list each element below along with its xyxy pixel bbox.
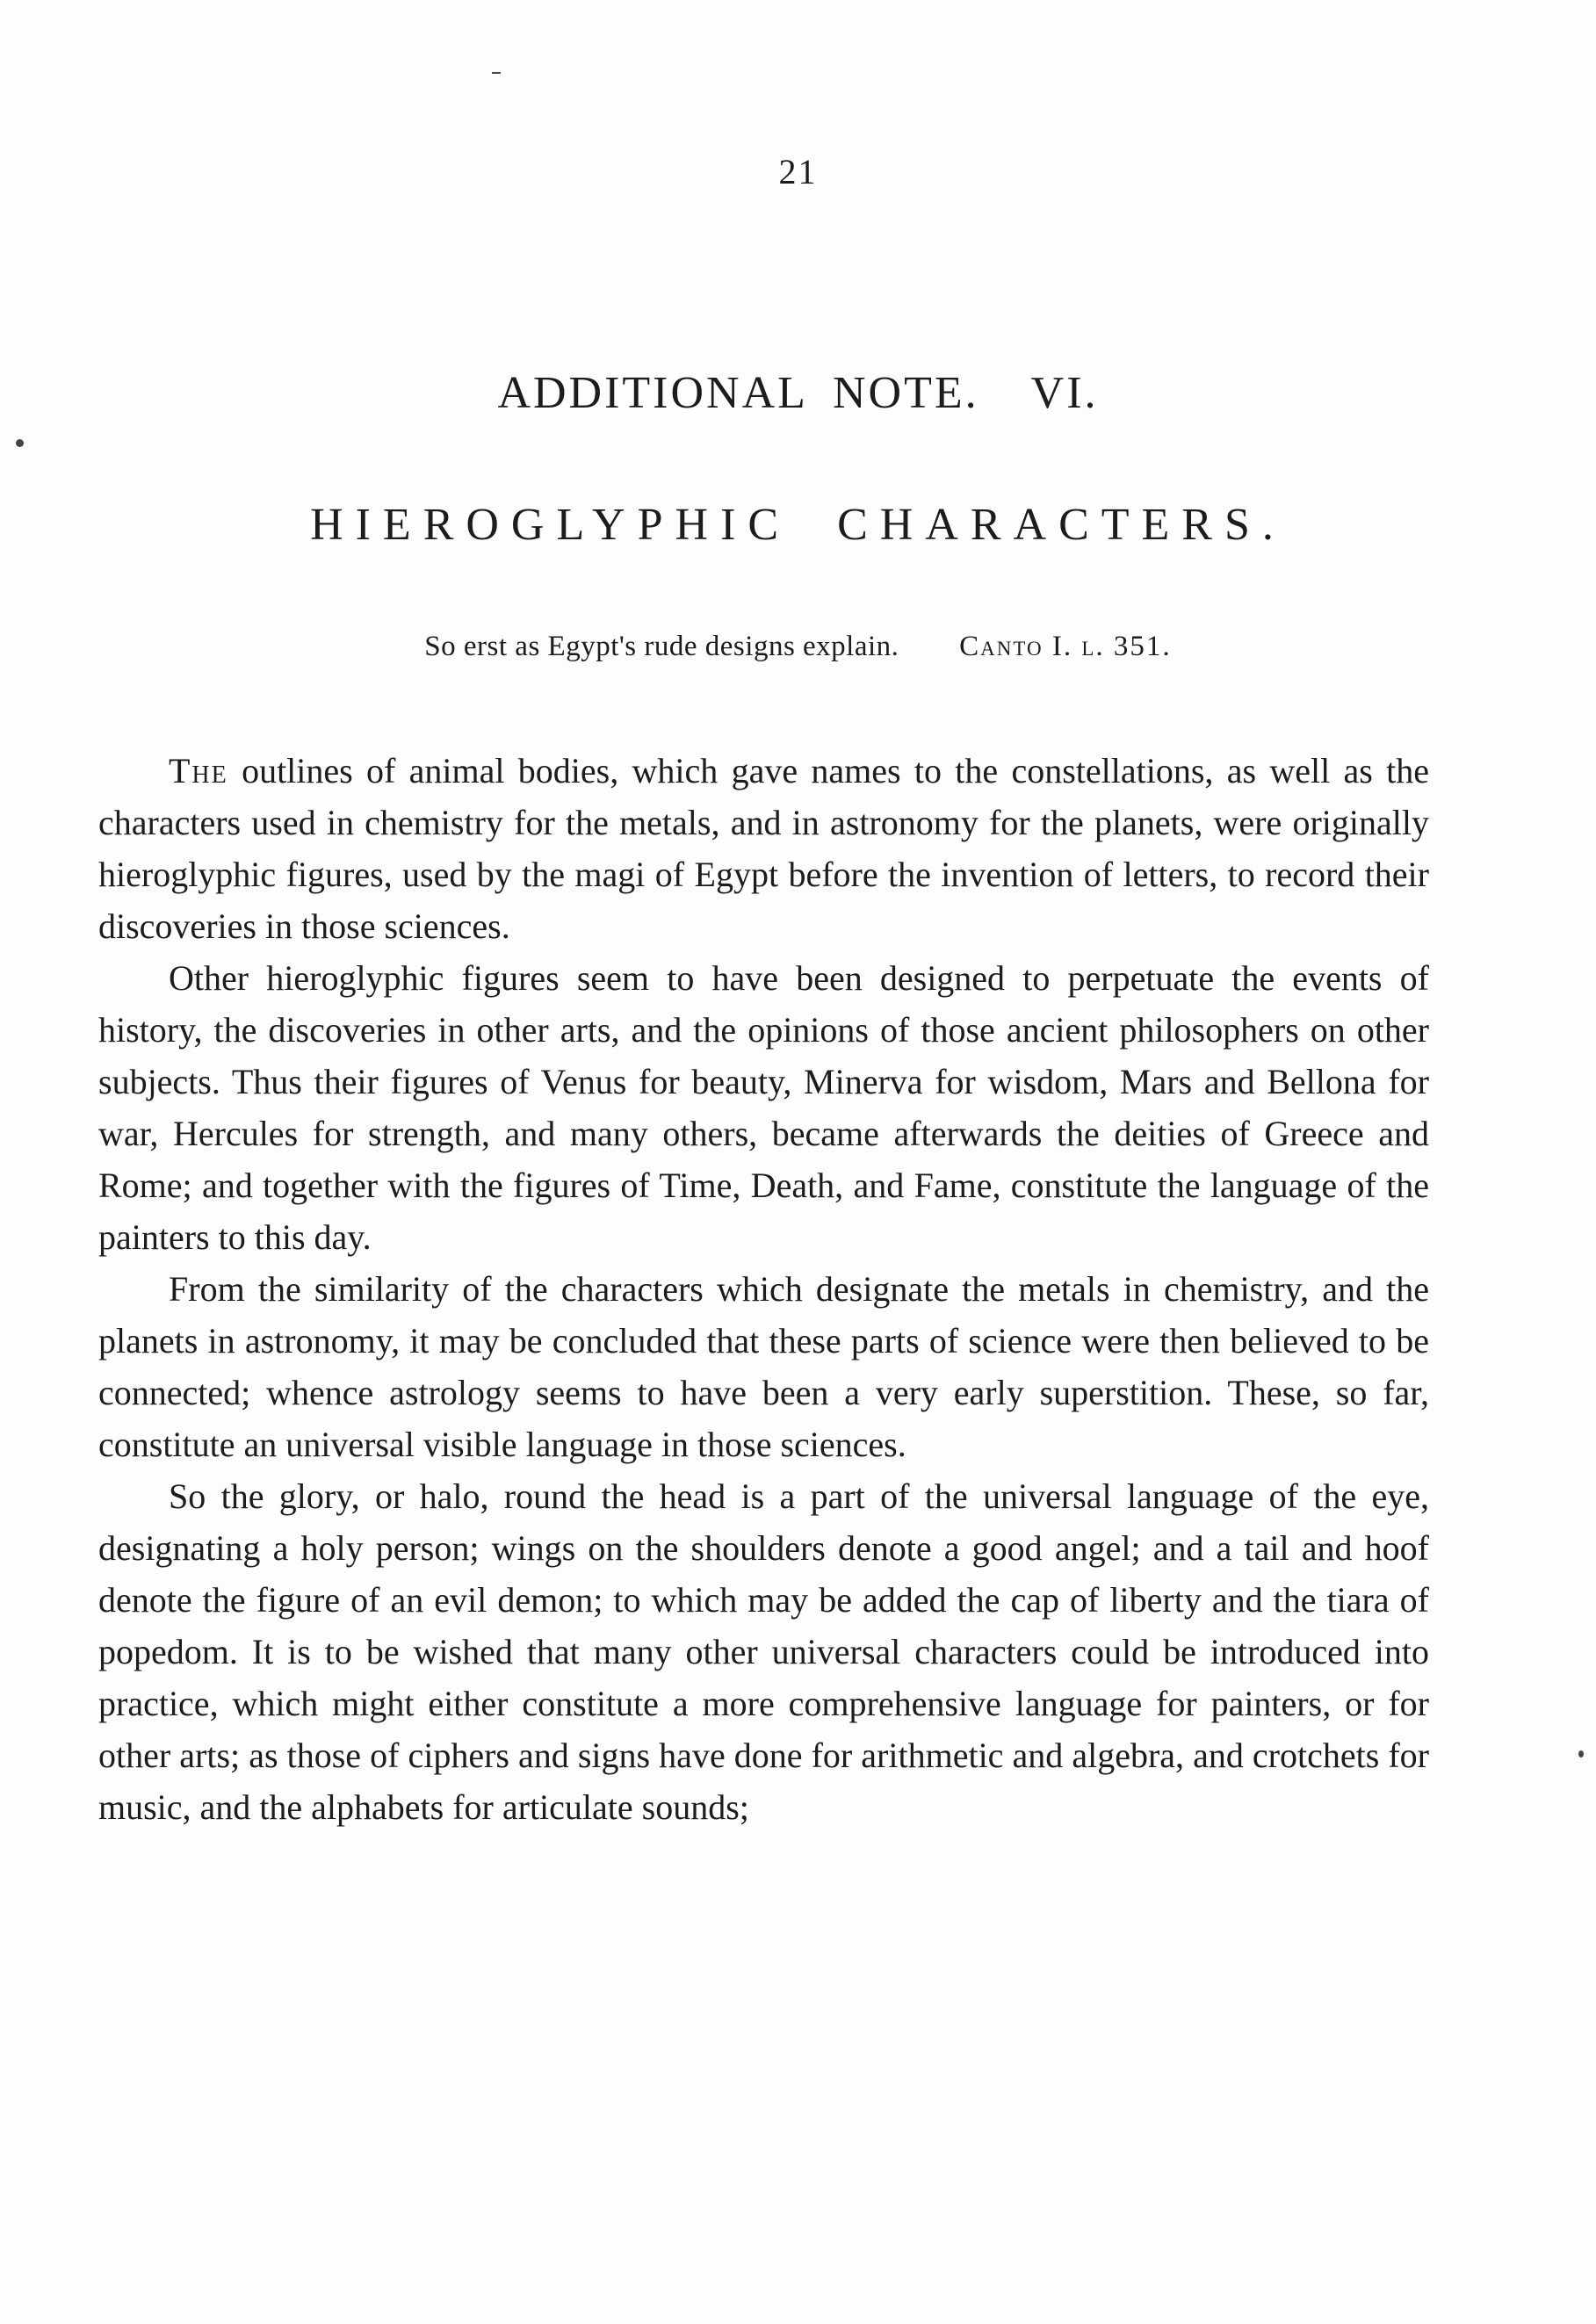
epigraph-quote: So erst as Egypt's rude designs explain. <box>424 631 899 662</box>
paragraph-text: So the glory, or halo, round the head is a part of the universal language of the eye, designating a holy person; wings on the shoulders denote a good angel; and a tail and hoof denote the figure of an evil demon; to which may be added the cap of liberty and the tiara of popedom. It is to be wished that many other universal characters could be introduced into practice, which might either constitute a more comprehensive language for painters, or for other arts; as those of ciphers and signs have done for arithmetic and algebra, and crotchets for music, and the alphabets for articulate sounds; <box>98 1476 1429 1827</box>
paragraph-text: From the similarity of the characters which designate the metals in chemistry, and the planets in astronomy, it may be concluded that these parts of science were then believed to be connected; whence astrology seems to have been a very early superstition. These, so far, constitute an universal visible language in those sciences. <box>98 1269 1429 1464</box>
section-title: HIEROGLYPHIC CHARACTERS. <box>310 500 1286 550</box>
epigraph <box>0 631 1596 663</box>
paragraph <box>98 745 1429 952</box>
note-title: ADDITIONAL NOTE. VI. <box>497 368 1099 418</box>
print-speck <box>492 72 501 74</box>
epigraph-citation: Canto I. l. 351. <box>959 631 1172 662</box>
paragraph-lead: The <box>169 751 228 790</box>
paragraph <box>98 1263 1429 1470</box>
paragraph-text: outlines of animal bodies, which gave names to the constellations, as well as the characters used in chemistry for the metals, and in astronomy for the planets, were originally hieroglyphic figures, used by the magi of Egypt before the invention of letters, to record their discoveries in those sciences. <box>98 751 1429 946</box>
page-number: 21 <box>778 152 818 191</box>
body-text <box>98 745 1429 1833</box>
paragraph <box>98 952 1429 1263</box>
print-speck <box>16 439 24 447</box>
paragraph-text: Other hieroglyphic figures seem to have been designed to perpetuate the events of history, the discoveries in other arts, and the opinions of those ancient philosophers on other subjects. Thus their figures of Venus for beauty, Minerva for wisdom, Mars and Bellona for war, Hercules for strength, and many others, became afterwards the deities of Greece and Rome; and together with the figures of Time, Death, and Fame, constitute the language of the painters to this day. <box>98 958 1429 1257</box>
paragraph <box>98 1470 1429 1833</box>
print-speck <box>1578 1750 1584 1757</box>
